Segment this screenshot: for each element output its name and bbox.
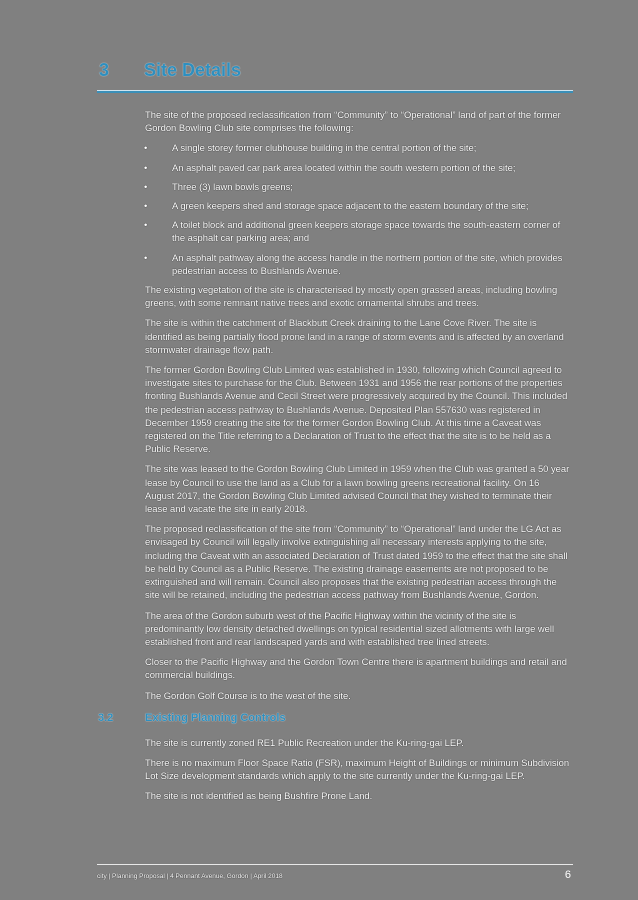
bullet-icon: • — [144, 219, 148, 231]
paragraph-lease: The site was leased to the Gordon Bowling Club Limited in 1959 when the Club was granted a 50 year lease by Council to use the land as a Club for a lawn bowling greens recreational facility. On 16 August 2017, the Gordon Bowling Club Limited advised Council that they wished to terminate their lease and vacate the site in early 2018. — [145, 463, 570, 515]
list-item: • A toilet block and additional green keepers storage space towards the south-eastern corner of the asphalt car parking area; and — [144, 219, 561, 244]
paragraph-surroundings: The area of the Gordon suburb west of the Pacific Highway within the vicinity of the site is predominantly low density detached dwellings on typical residential sized allotments with large well established front and rear landscaped yards and with established tree lined streets. — [145, 609, 555, 647]
bullet-icon: • — [144, 142, 148, 154]
heading-rule — [97, 90, 573, 93]
subsection-title: Existing Planning Controls — [145, 711, 286, 724]
footer-text: city | Planning Proposal | 4 Pennant Avenue, Gordon | April 2018 — [97, 873, 283, 880]
intro-paragraph: The site of the proposed reclassification from “Community” to “Operational” land of part of the former Gordon Bowling Club site comprises the following: — [145, 109, 561, 134]
paragraph-golf-course: The Gordon Golf Course is to the west of the site. — [145, 689, 351, 701]
subsection-heading — [98, 712, 570, 728]
paragraph-town-centre: Closer to the Pacific Highway and the Gordon Town Centre there is apartment buildings and retail and commercial buildings. — [145, 656, 567, 681]
bullet-icon: • — [144, 180, 148, 192]
section-title: Site Details — [144, 60, 242, 80]
site-components-list — [145, 141, 570, 277]
document-body — [98, 108, 570, 810]
paragraph-standards: There is no maximum Floor Space Ratio (FSR), maximum Height of Buildings or minimum Subdivision Lot Size development standards which apply to the site currently under the Ku-ring-gai LEP. — [145, 756, 570, 782]
list-item: • An asphalt pathway along the access handle in the northern portion of the site, which provides pedestrian access to Bushlands Avenue. — [144, 251, 563, 276]
bullet-icon: • — [144, 200, 148, 212]
footer-rule — [97, 864, 573, 865]
page-number: 6 — [564, 869, 571, 881]
bullet-icon: • — [144, 161, 148, 173]
section-number: 3 — [99, 60, 110, 80]
paragraph-bushfire: The site is not identified as being Bushfire Prone Land. — [145, 790, 373, 802]
paragraph-vegetation: The existing vegetation of the site is characterised by mostly open grassed areas, including bowling greens, with some remnant native trees and exotic ornamental shrubs and trees. — [145, 284, 558, 309]
list-item: • Three (3) lawn bowls greens; — [144, 180, 293, 192]
bullet-icon: • — [144, 251, 148, 263]
paragraph-catchment: The site is within the catchment of Blackbutt Creek draining to the Lane Cove River. The site is identified as being partially flood prone land in a range of storm events and is affected by an overland stormwater drainage flow path. — [145, 317, 564, 355]
list-item: • A single storey former clubhouse building in the central portion of the site; — [144, 142, 477, 154]
section-heading — [99, 60, 580, 90]
list-item: • An asphalt paved car park area located within the south western portion of the site; — [144, 161, 516, 173]
paragraph-zoning: The site is currently zoned RE1 Public Recreation under the Ku-ring-gai LEP. — [145, 736, 464, 748]
paragraph-history: The former Gordon Bowling Club Limited was established in 1930, following which Council agreed to investigate sites to purchase for the Club. Between 1931 and 1956 the rear portions of the properties fronting Bushlands Avenue and Cecil Street were progressively acquired by the Council. This included the pedestrian access pathway to Bushlands Avenue. Deposited Plan 557630 was registered in December 1959 creating the site for the former Gordon Bowling Club. At this time a Caveat was registered on the Title referring to a Declaration of Trust to the effect that the site is to be held as a Public Reserve. — [145, 364, 568, 455]
paragraph-reclassification: The proposed reclassification of the site from “Community” to “Operational” land under the LG Act as envisaged by Council will legally involve extinguishing all necessary interests applying to the site, including the Caveat with an associated Declaration of Trust dated 1959 to the effect that the site shall be held by Council as a Public Reserve. The existing drainage easements are not proposed to be extinguished and will remain. Council also proposes that the existing pedestrian access through the site will be retained, including the pedestrian access pathway from Bushlands Avenue, Gordon. — [145, 523, 568, 601]
subsection-number: 3.2 — [98, 711, 114, 724]
list-item: • A green keepers shed and storage space adjacent to the eastern boundary of the site; — [144, 200, 529, 212]
